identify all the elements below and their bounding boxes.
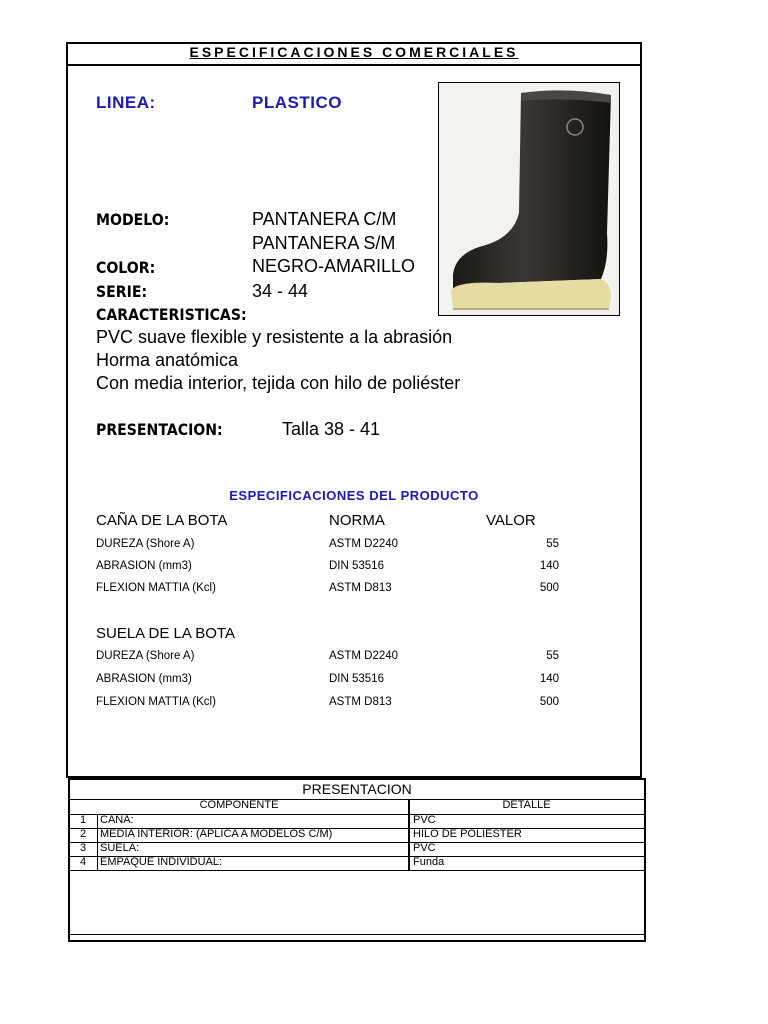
suela-norma-1: ASTM D2240 [329, 650, 399, 662]
suela-valor-1: 55 [546, 650, 559, 662]
table-col-rule [97, 814, 98, 870]
table-row-number: 1 [79, 814, 87, 826]
detalle-header: DETALLE [502, 799, 551, 811]
presentacion-table [68, 778, 646, 942]
table-row-componente: CANA: [100, 814, 134, 826]
table-row-detalle: PVC [413, 814, 436, 826]
modelo-value-1: PANTANERA C/M [252, 209, 397, 229]
table-row-componente: MEDIA INTERIOR: (APLICA A MODELOS C/M) [100, 828, 333, 840]
modelo-label: MODELO: [96, 210, 170, 229]
serie-label: SERIE: [96, 282, 148, 301]
cana-valor-3: 500 [539, 582, 559, 594]
table-title: PRESENTACION [302, 781, 412, 797]
table-row-number: 4 [79, 856, 87, 868]
suela-prop-2: ABRASION (mm3) [96, 673, 192, 685]
suela-section-title: SUELA DE LA BOTA [96, 625, 235, 642]
caracteristica-line-2: Horma anatómica [96, 350, 239, 370]
suela-valor-3: 500 [539, 696, 559, 708]
cana-section-title: CAÑA DE LA BOTA [96, 512, 228, 529]
suela-prop-1: DUREZA (Shore A) [96, 650, 195, 662]
boot-photo [438, 82, 620, 316]
caracteristica-line-1: PVC suave flexible y resistente a la abrasión [96, 327, 453, 347]
color-label: COLOR: [96, 258, 156, 277]
presentacion-value: Talla 38 - 41 [282, 419, 381, 439]
cana-valor-2: 140 [539, 560, 559, 572]
valor-column-header: VALOR [486, 512, 536, 529]
document-title: ESPECIFICACIONES COMERCIALES [189, 44, 519, 60]
table-rule [70, 842, 644, 843]
cana-norma-2: DIN 53516 [329, 560, 384, 572]
suela-prop-3: FLEXION MATTIA (Kcl) [96, 696, 216, 708]
table-rule [70, 814, 644, 815]
serie-value: 34 - 44 [252, 281, 309, 301]
color-value: NEGRO-AMARILLO [252, 256, 416, 276]
suela-norma-3: ASTM D813 [329, 696, 392, 708]
table-row-number: 2 [79, 828, 87, 840]
cana-norma-3: ASTM D813 [329, 582, 392, 594]
cana-prop-2: ABRASION (mm3) [96, 560, 192, 572]
table-row-componente: EMPAQUE INDIVIDUAL: [100, 856, 223, 868]
suela-valor-2: 140 [539, 673, 559, 685]
header-divider [66, 64, 642, 66]
presentacion-label: PRESENTACION: [96, 420, 223, 439]
caracteristica-line-3: Con media interior, tejida con hilo de poliéster [96, 373, 461, 393]
linea-value: PLASTICO [252, 93, 342, 112]
cana-prop-3: FLEXION MATTIA (Kcl) [96, 582, 216, 594]
table-row-detalle: HILO DE POLIESTER [413, 828, 522, 840]
table-rule [70, 870, 644, 871]
cana-prop-1: DUREZA (Shore A) [96, 538, 195, 550]
cana-valor-1: 55 [546, 538, 559, 550]
caracteristicas-label: CARACTERISTICAS: [96, 305, 247, 324]
table-rule [70, 934, 644, 935]
table-row-detalle: PVC [413, 842, 436, 854]
modelo-value-2: PANTANERA S/M [252, 233, 396, 253]
table-row-componente: SUELA: [100, 842, 140, 854]
suela-norma-2: DIN 53516 [329, 673, 384, 685]
rubber-boot-image [439, 83, 619, 315]
norma-column-header: NORMA [329, 512, 385, 529]
table-row-detalle: Funda [413, 856, 445, 868]
componente-header: COMPONENTE [199, 799, 279, 811]
cana-norma-1: ASTM D2240 [329, 538, 399, 550]
table-row-number: 3 [79, 842, 87, 854]
table-col-rule [408, 799, 410, 870]
linea-label: LINEA: [96, 93, 156, 112]
specs-title: ESPECIFICACIONES DEL PRODUCTO [229, 488, 479, 503]
